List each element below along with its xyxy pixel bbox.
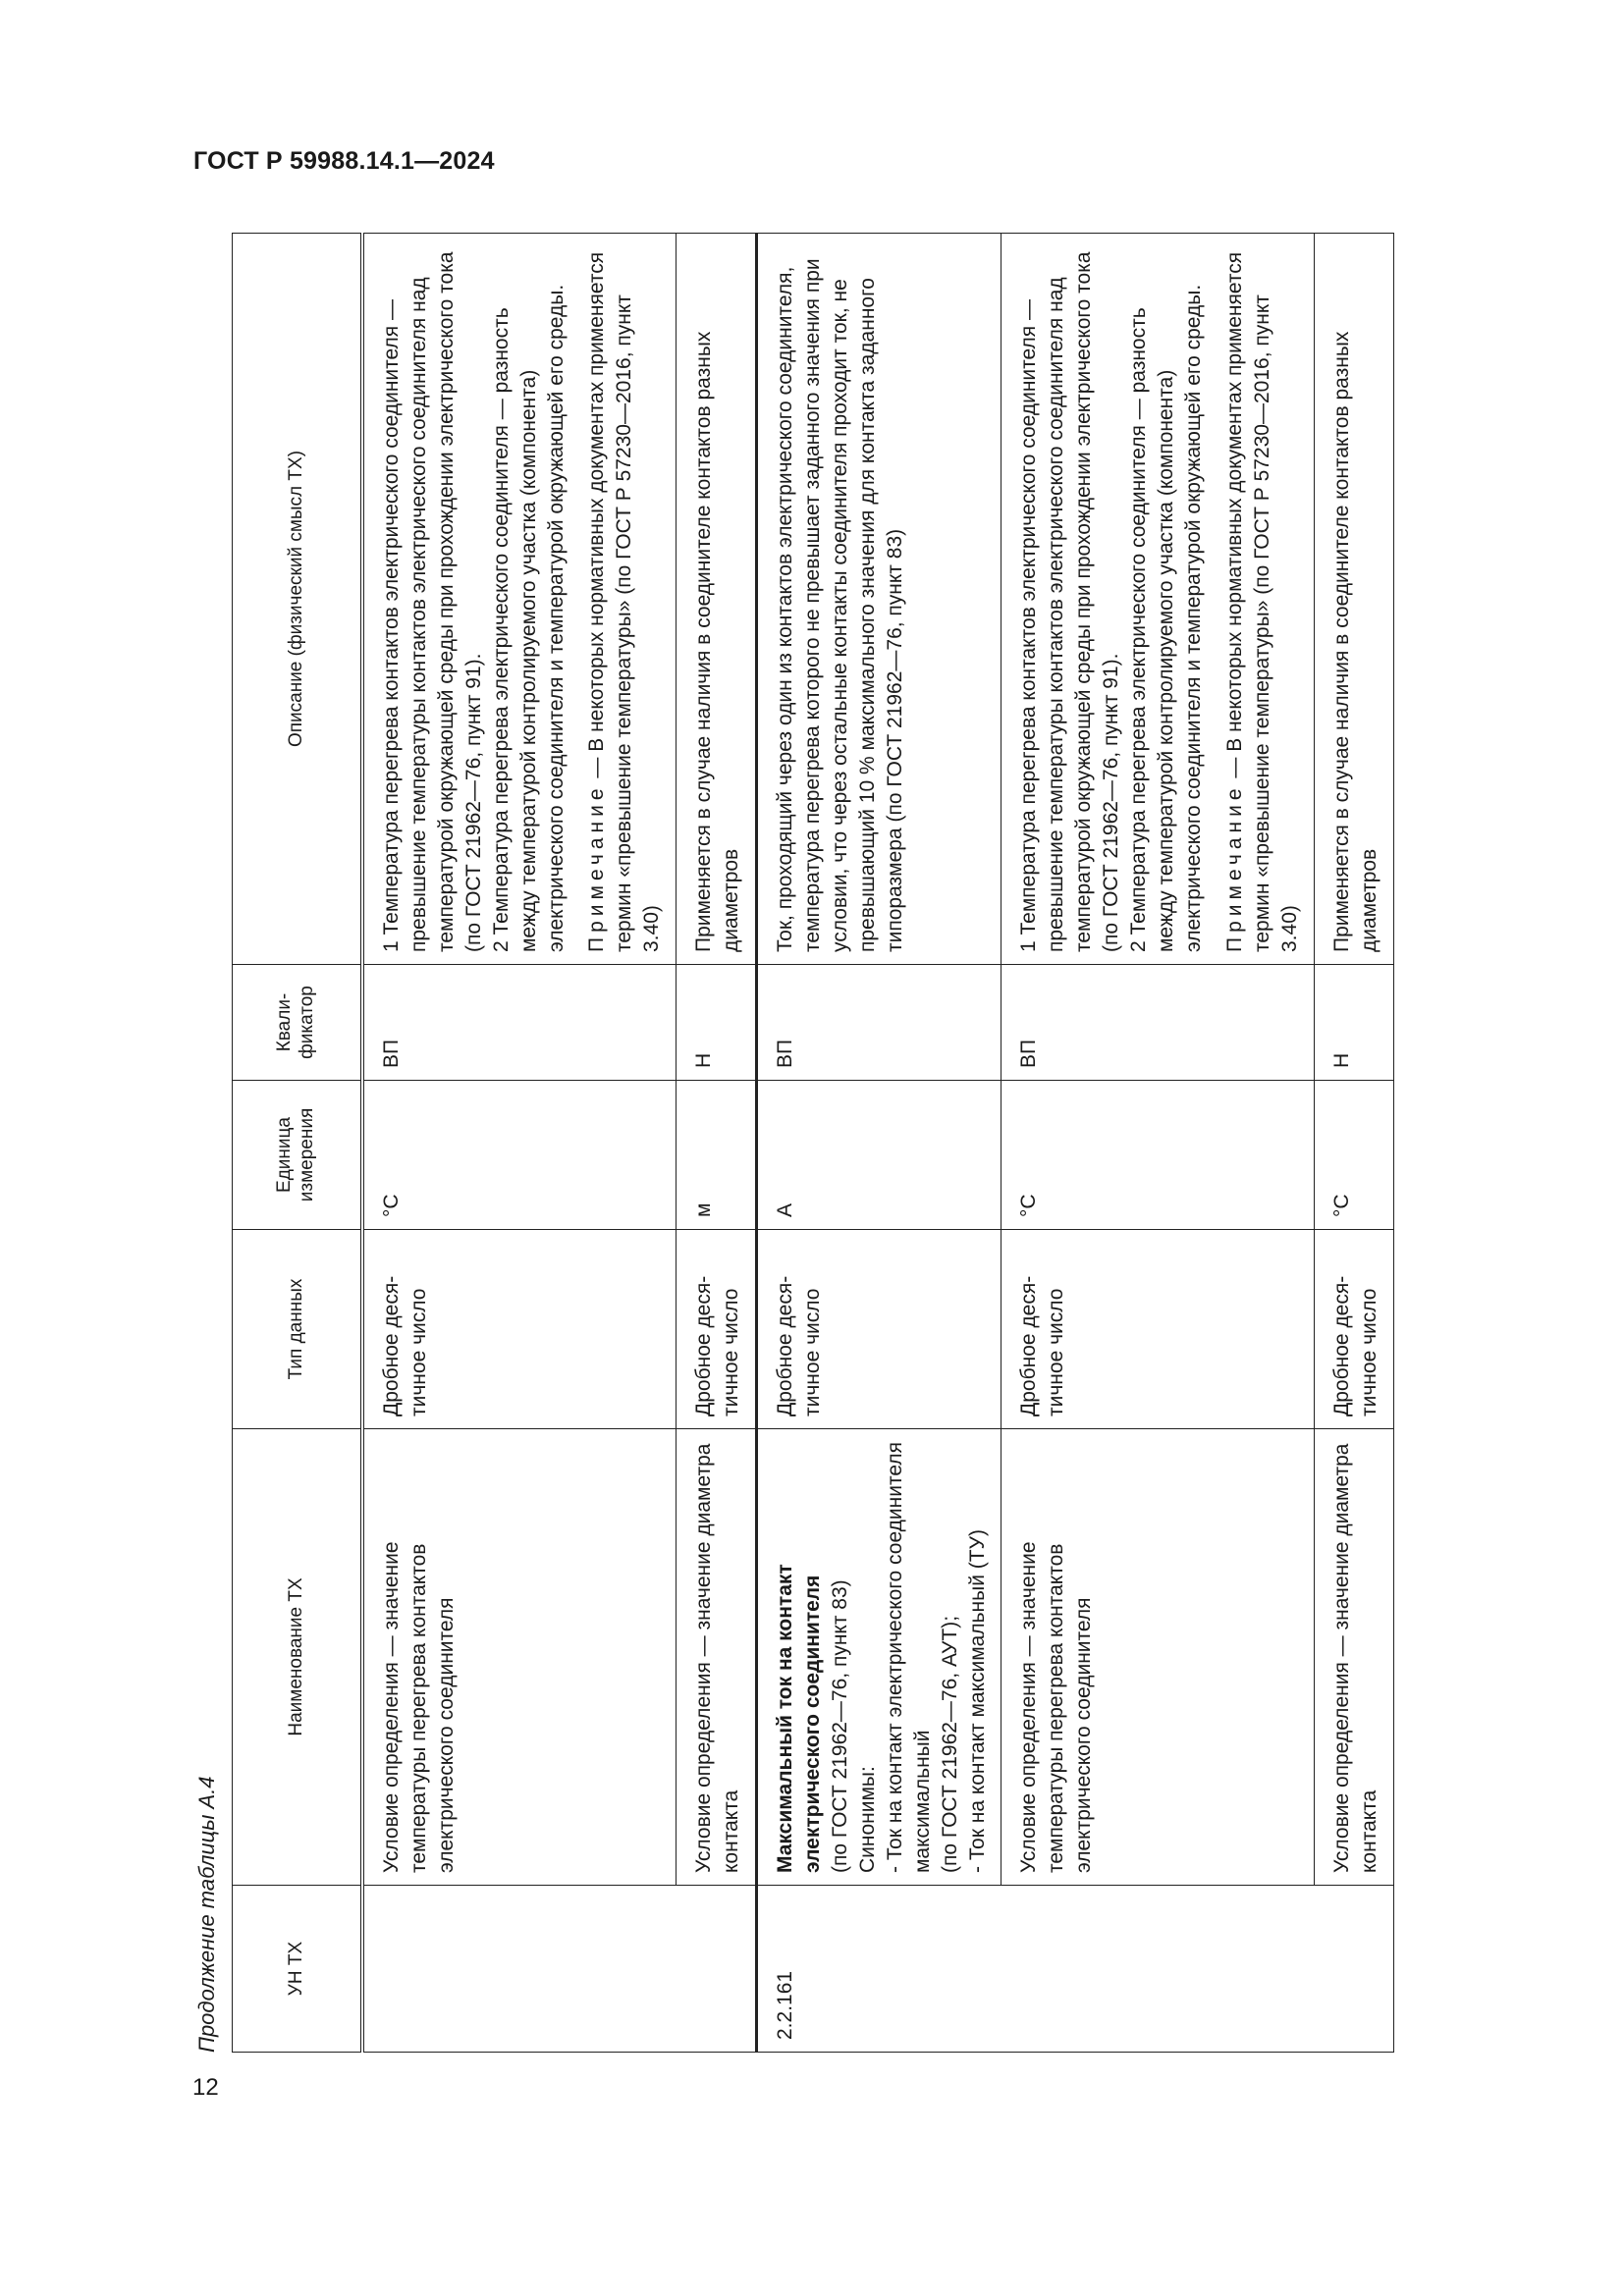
cell-unit: °C (1314, 1081, 1393, 1230)
cell-description (677, 234, 757, 965)
description-paragraph: 1 Температура перегрева контактов электрического соединителя — превышение температуры контактов электрического соединителя над температурой окружающей среды при прохождении электрического тока (по ГОСТ 21962—76, пункт 91). (1017, 251, 1123, 952)
name-line: - Ток на контакт электрического соединителя максимальный (883, 1442, 934, 1873)
document-header: ГОСТ Р 59988.14.1—2024 (193, 147, 495, 175)
cell-name: Условие определения — значение диаметра контакта (677, 1429, 757, 1886)
description-paragraph: Применяется в случае наличия в соединителе контактов разных диаметров (1329, 331, 1380, 952)
rotated-content (185, 232, 1515, 2057)
cell-description (1314, 234, 1393, 965)
description-note (583, 245, 666, 952)
column-header-id: УН ТХ (233, 1886, 363, 2053)
cell-qualifier: ВП (1001, 965, 1314, 1081)
cell-description (362, 234, 677, 965)
cell-id (362, 1886, 757, 2053)
column-header-description: Описание (физический смысл ТХ) (233, 234, 363, 965)
description-paragraph: 1 Температура перегрева контактов электрического соединителя — превышение температуры контактов электрического соединителя над температурой окружающей среды при прохождении электрического тока (по ГОСТ 21962—76, пункт 91). (380, 251, 485, 952)
table-row (757, 234, 1001, 2053)
characteristic-name-bold: Максимальный ток на контакт электрического соединителя (774, 1564, 824, 1873)
cell-name: Условие определения — значение диаметра контакта (1314, 1429, 1393, 1886)
cell-id: 2.2.161 (757, 1886, 1393, 2053)
cell-qualifier: ВП (362, 965, 677, 1081)
note-label: Примечание (1222, 783, 1246, 952)
cell-qualifier: ВП (757, 965, 1001, 1081)
cell-qualifier: Н (1314, 965, 1393, 1081)
table-row (362, 234, 677, 2053)
cell-name: Условие определения — значение температуры перегрева контактов электрического соединителя (362, 1429, 677, 1886)
cell-qualifier: Н (677, 965, 757, 1081)
cell-type: Дробное деся-тичное число (1314, 1230, 1393, 1429)
description-paragraph: Ток, проходящий через один из контактов электрического соединителя, температура перегрева которого не превышает заданного значения при условии, что через остальные контакты соединителя проходит ток, не превышающий 10 % максимального значения для контакта заданного типоразмера (по ГОСТ 21962—76, пункт 83) (774, 258, 906, 952)
name-line: Синонимы: (855, 1766, 879, 1873)
table-header-row (233, 234, 363, 2053)
cell-type: Дробное деся-тичное число (757, 1230, 1001, 1429)
cell-description (1001, 234, 1314, 965)
name-line: - Ток на контакт максимальный (ТУ) (965, 1529, 989, 1873)
description-paragraph: Применяется в случае наличия в соединителе контактов разных диаметров (692, 331, 743, 952)
column-header-unit: Единица измерения (233, 1081, 363, 1230)
cell-type: Дробное деся-тичное число (362, 1230, 677, 1429)
cell-type: Дробное деся-тичное число (677, 1230, 757, 1429)
table-row (677, 234, 757, 2053)
cell-description (757, 234, 1001, 965)
cell-name: Условие определения — значение температуры перегрева контактов электрического соединителя (1001, 1429, 1314, 1886)
characteristics-table (232, 233, 1394, 2053)
description-note (1221, 245, 1304, 952)
table-row (1001, 234, 1314, 2053)
description-paragraph: 2 Температура перегрева электрического соединителя — разность между температурой контролируемого участка (компонента) электрического соединителя и температурой окружающей его среды. (489, 284, 568, 952)
note-text: — В некоторых нормативных документах применяется термин «превышение температуры» (по ГОСТ Р 57230—2016, пункт 3.40) (1222, 251, 1301, 952)
cell-name (757, 1429, 1001, 1886)
name-line: (по ГОСТ 21962—76, пункт 83) (828, 1579, 851, 1873)
note-text: — В некоторых нормативных документах применяется термин «превышение температуры» (по ГОСТ Р 57230—2016, пункт 3.40) (585, 251, 664, 952)
note-label: Примечание (585, 783, 609, 952)
description-paragraph: 2 Температура перегрева электрического соединителя — разность между температурой контролируемого участка (компонента) электрического соединителя и температурой окружающей его среды. (1127, 284, 1205, 952)
table-caption: Продолжение таблицы А.4 (194, 1776, 219, 2053)
column-header-name: Наименование ТХ (233, 1429, 363, 1886)
column-header-type: Тип данных (233, 1230, 363, 1429)
cell-type: Дробное деся-тичное число (1001, 1230, 1314, 1429)
column-header-qualifier: Квали-фикатор (233, 965, 363, 1081)
cell-unit: м (677, 1081, 757, 1230)
page-number: 12 (192, 2074, 219, 2101)
rotated-table-area (185, 232, 1515, 2057)
table-row (1314, 234, 1393, 2053)
cell-unit: А (757, 1081, 1001, 1230)
cell-unit: °C (1001, 1081, 1314, 1230)
cell-unit: °C (362, 1081, 677, 1230)
name-line: (по ГОСТ 21962—76, АУТ); (938, 1615, 961, 1873)
